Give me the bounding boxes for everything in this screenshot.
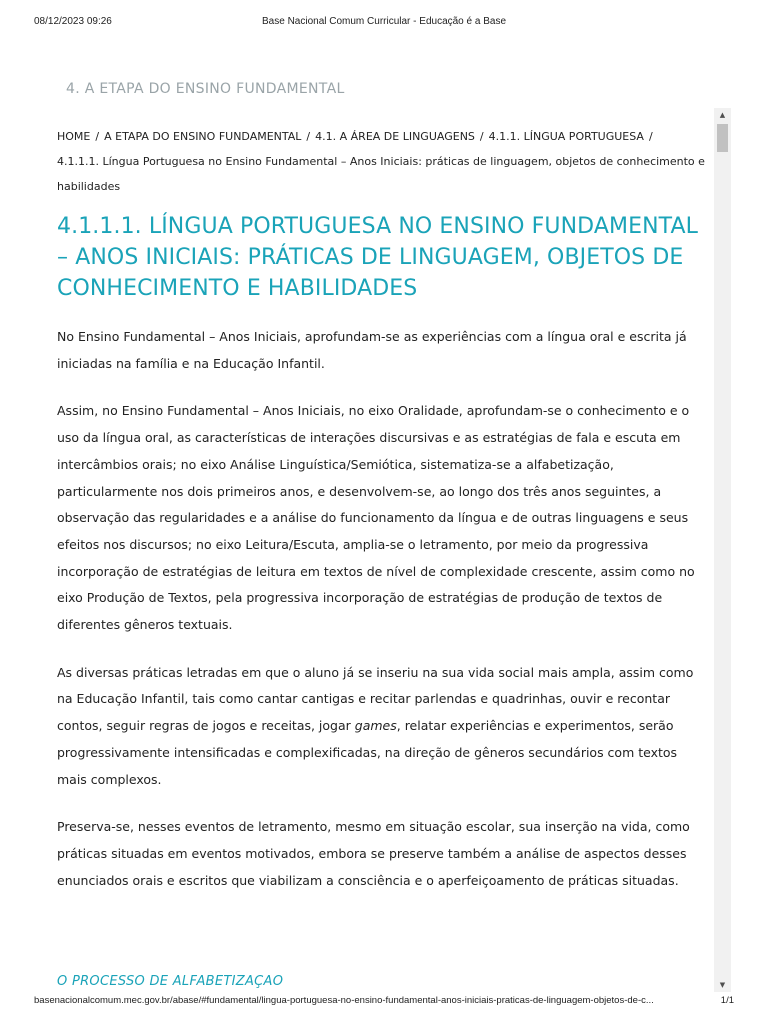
breadcrumb-separator: / <box>306 130 311 143</box>
paragraph-emphasis: games <box>354 718 397 734</box>
print-document-title: Base Nacional Comum Curricular - Educação é a Base <box>262 16 506 27</box>
print-page-number: 1/1 <box>720 995 734 1006</box>
print-url: basenacionalcomum.mec.gov.br/abase/#fundamental/lingua-portuguesa-no-ensino-fundamental-anos-iniciais-praticas-de-linguagem-objetos-de-c... <box>34 995 654 1006</box>
breadcrumb-separator: / <box>648 130 653 143</box>
breadcrumb-lingua-portuguesa-link[interactable]: 4.1.1. LÍNGUA PORTUGUESA <box>488 130 644 143</box>
vertical-scrollbar[interactable] <box>714 108 731 992</box>
section-subheading: O PROCESSO DE ALFABETIZAÇÃO <box>57 974 284 989</box>
paragraph-text: , relatar experiências e experimentos, serão progressivamente intensificadas e complexificadas, na direção de gêneros secundários com textos mais complexos. <box>57 718 678 787</box>
section-heading: 4. A ETAPA DO ENSINO FUNDAMENTAL <box>66 81 345 97</box>
print-datetime: 08/12/2023 09:26 <box>34 16 112 27</box>
article-body <box>57 324 705 894</box>
scroll-down-arrow-icon[interactable]: ▼ <box>719 981 726 989</box>
breadcrumb-ensino-fundamental-link[interactable]: A ETAPA DO ENSINO FUNDAMENTAL <box>104 130 302 143</box>
print-footer <box>34 995 734 1009</box>
breadcrumb-area-linguagens-link[interactable]: 4.1. A ÁREA DE LINGUAGENS <box>315 130 475 143</box>
breadcrumb-home-link[interactable]: HOME <box>57 130 91 143</box>
breadcrumb-current: 4.1.1.1. Língua Portuguesa no Ensino Fundamental – Anos Iniciais: práticas de linguagem, objetos de conhecimento e habilidades <box>57 155 705 193</box>
breadcrumb-separator: / <box>95 130 100 143</box>
breadcrumb <box>57 124 705 199</box>
paragraph: No Ensino Fundamental – Anos Iniciais, aprofundam-se as experiências com a língua oral e escrita já iniciadas na família e na Educação Infantil. <box>57 329 687 371</box>
breadcrumb-separator: / <box>479 130 484 143</box>
paragraph-text: As diversas práticas letradas em que o aluno já se inseriu na sua vida social mais ampla, assim como na Educação Infantil, tais como cantar cantigas e recitar parlendas e quadrinhas, ouvir e recontar contos, seguir regras de jogos e receitas, jogar <box>57 664 694 734</box>
page-title: 4.1.1.1. LÍNGUA PORTUGUESA NO ENSINO FUNDAMENTAL – ANOS INICIAIS: PRÁTICAS DE LINGUAGEM, OBJETOS DE CONHECIMENTO E HABILIDADES <box>57 214 698 301</box>
print-header <box>34 16 734 30</box>
main-content <box>57 124 705 915</box>
paragraph <box>57 660 705 794</box>
scroll-up-arrow-icon[interactable]: ▲ <box>719 111 726 119</box>
paragraph: Preserva-se, nesses eventos de letramento, mesmo em situação escolar, sua inserção na vida, como práticas situadas em eventos motivados, embora se preserve também a análise de aspectos desses enunciados orais e escritos que viabilizam a consciência e o aperfeiçoamento de práticas situadas. <box>57 819 690 888</box>
scrollbar-thumb[interactable] <box>717 124 728 152</box>
paragraph: Assim, no Ensino Fundamental – Anos Iniciais, no eixo Oralidade, aprofundam-se o conhecimento e o uso da língua oral, as características de interações discursivas e as estratégias de fala e escuta em intercâmbios orais; no eixo Análise Linguística/Semiótica, sistematiza-se a alfabetização, particularmente nos dois primeiros anos, e desenvolvem-se, ao longo dos três anos seguintes, a observação das regularidades e a análise do funcionamento da língua e de outras linguagens e seus efeitos nos discursos; no eixo Leitura/Escuta, amplia-se o letramento, por meio da progressiva incorporação de estratégias de leitura em textos de nível de complexidade crescente, assim como no eixo Produção de Textos, pela progressiva incorporação de estratégias de produção de textos de diferentes gêneros textuais. <box>57 403 695 633</box>
